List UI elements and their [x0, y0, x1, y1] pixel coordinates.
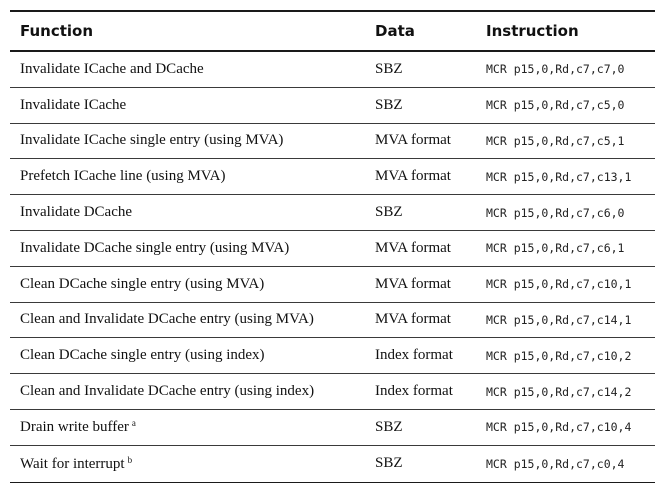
function-cell	[10, 311, 365, 328]
instruction-cell: MCR p15,0,Rd,c7,c13,1	[486, 169, 632, 184]
table-row	[10, 267, 655, 303]
function-text: Clean DCache single entry (using MVA)	[20, 275, 265, 292]
function-text: Invalidate DCache single entry (using MVA)	[20, 239, 290, 256]
data-cell: MVA format	[375, 239, 451, 256]
function-text: Clean DCache single entry (using index)	[20, 347, 265, 364]
function-text: Invalidate DCache	[20, 204, 133, 221]
instruction-cell: MCR p15,0,Rd,c7,c6,1	[486, 241, 625, 256]
table-row	[10, 410, 655, 446]
cache-operations-table	[10, 10, 655, 483]
table-row	[10, 159, 655, 195]
function-cell	[10, 383, 365, 400]
table-row	[10, 195, 655, 231]
table-row	[10, 52, 655, 88]
instruction-cell: MCR p15,0,Rd,c7,c6,0	[486, 205, 625, 220]
data-cell: SBZ	[375, 60, 403, 77]
header-instruction: Instruction	[486, 22, 579, 40]
function-text: Clean and Invalidate DCache entry (using MVA)	[20, 311, 314, 328]
table-row	[10, 446, 655, 482]
function-cell	[10, 276, 365, 293]
function-cell	[10, 240, 365, 257]
data-cell: SBZ	[375, 418, 403, 435]
instruction-cell: MCR p15,0,Rd,c7,c7,0	[486, 62, 625, 77]
function-cell	[10, 168, 365, 185]
function-cell	[10, 97, 365, 114]
function-text: Prefetch ICache line (using MVA)	[20, 168, 226, 185]
data-cell: MVA format	[375, 311, 451, 328]
function-text: Wait for interrupt	[20, 455, 125, 472]
function-text: Invalidate ICache and DCache	[20, 60, 204, 77]
function-text: Invalidate ICache single entry (using MVA)	[20, 132, 284, 149]
header-function: Function	[20, 22, 94, 40]
function-text: Invalidate ICache	[20, 96, 127, 113]
data-cell: SBZ	[375, 96, 403, 113]
instruction-cell: MCR p15,0,Rd,c7,c5,1	[486, 133, 625, 148]
table-body	[10, 52, 655, 482]
function-cell	[10, 418, 365, 436]
data-cell: Index format	[375, 347, 453, 364]
data-cell: MVA format	[375, 275, 451, 292]
instruction-cell: MCR p15,0,Rd,c7,c5,0	[486, 98, 625, 113]
data-cell: SBZ	[375, 455, 403, 472]
table-header-row	[10, 12, 655, 52]
table-row	[10, 338, 655, 374]
table-row	[10, 124, 655, 160]
instruction-cell: MCR p15,0,Rd,c7,c14,2	[486, 384, 632, 399]
data-cell: Index format	[375, 383, 453, 400]
function-cell	[10, 204, 365, 221]
instruction-cell: MCR p15,0,Rd,c7,c10,2	[486, 348, 632, 363]
table-row	[10, 88, 655, 124]
function-cell	[10, 61, 365, 78]
instruction-cell: MCR p15,0,Rd,c7,c10,1	[486, 277, 632, 292]
data-cell: SBZ	[375, 204, 403, 221]
table-row	[10, 374, 655, 410]
function-cell	[10, 347, 365, 364]
data-cell: MVA format	[375, 168, 451, 185]
instruction-cell: MCR p15,0,Rd,c7,c0,4	[486, 456, 625, 471]
instruction-cell: MCR p15,0,Rd,c7,c14,1	[486, 312, 632, 327]
instruction-cell: MCR p15,0,Rd,c7,c10,4	[486, 420, 632, 435]
footnote-marker: a	[131, 418, 136, 429]
data-cell: MVA format	[375, 132, 451, 149]
footnote-marker: b	[127, 454, 133, 465]
function-cell	[10, 455, 365, 473]
header-data: Data	[375, 22, 415, 40]
function-cell	[10, 132, 365, 149]
table-row	[10, 303, 655, 339]
function-text: Clean and Invalidate DCache entry (using index)	[20, 383, 315, 400]
function-text: Drain write buffer	[20, 419, 129, 436]
table-row	[10, 231, 655, 267]
